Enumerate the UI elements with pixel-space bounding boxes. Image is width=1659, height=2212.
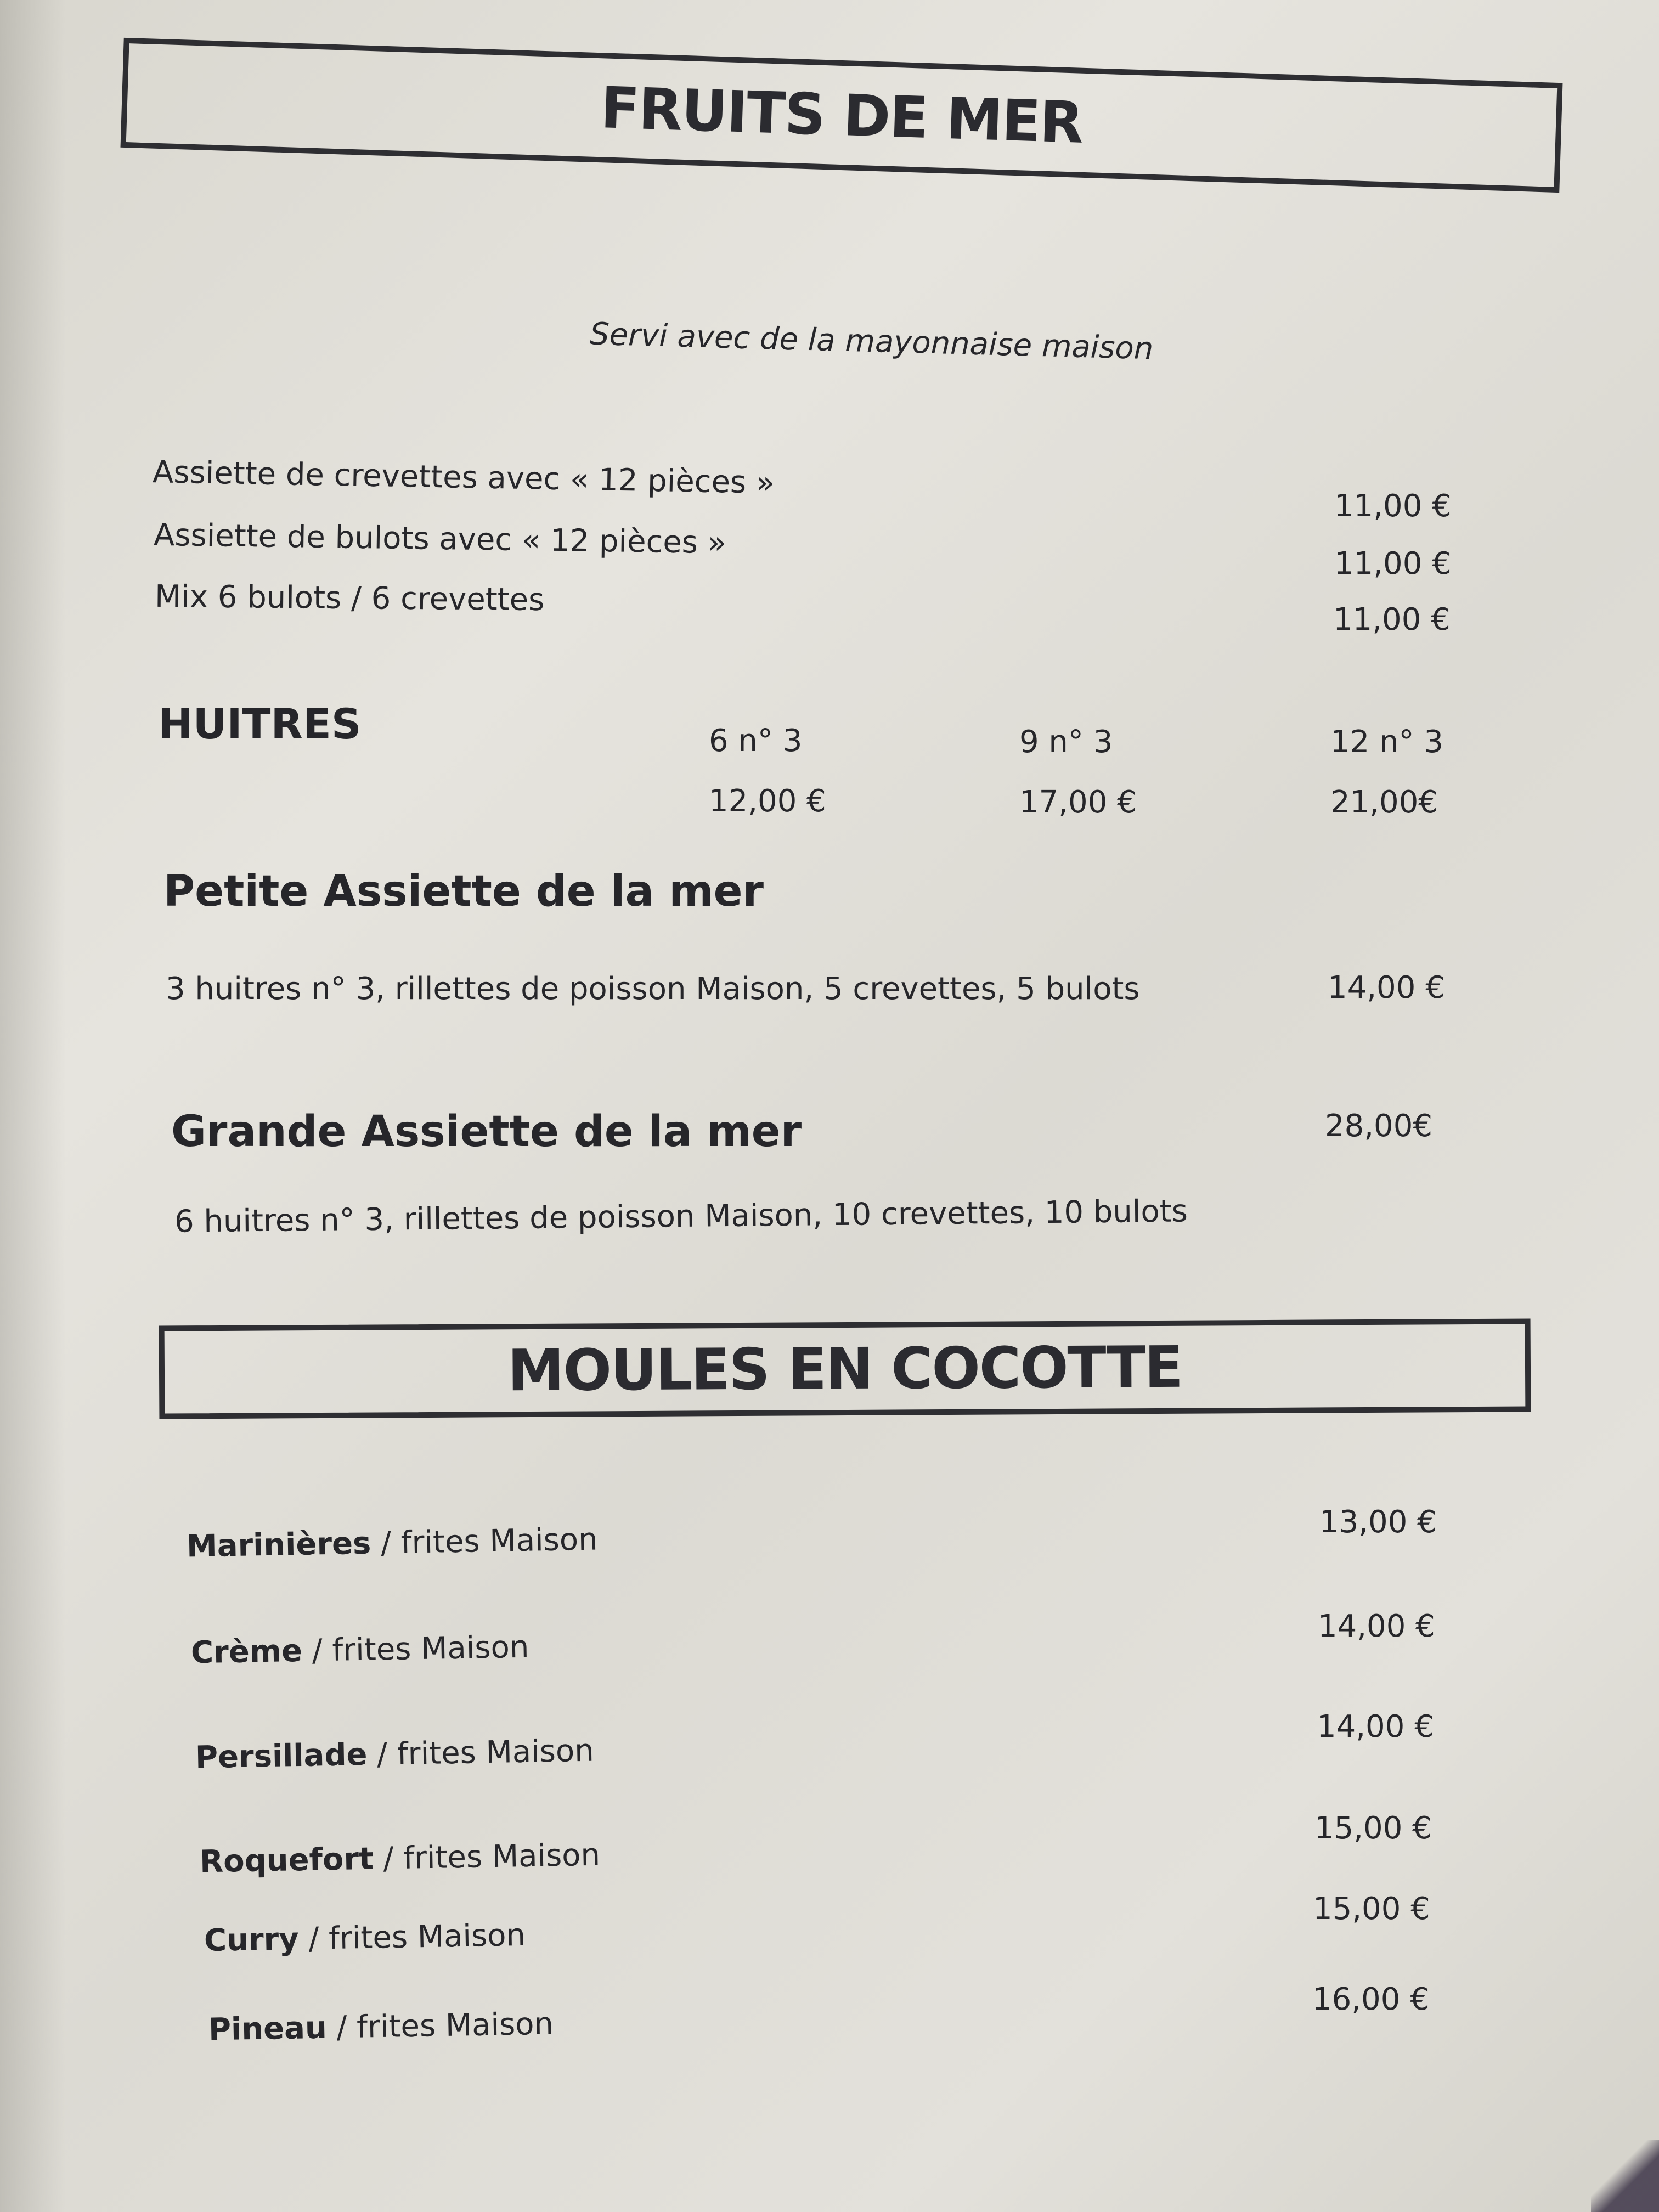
page-shadow	[0, 0, 66, 2212]
moules-item-creme	[190, 1629, 529, 1671]
price-mix: 11,00 €	[1333, 602, 1451, 637]
moules-item-roquefort	[199, 1837, 600, 1880]
petite-assiette-price: 14,00 €	[1328, 970, 1445, 1006]
menu-item-bulots: Assiette de bulots avec « 12 pièces »	[153, 517, 727, 561]
grande-assiette-description: 6 huitres n° 3, rillettes de poisson Maison, 10 crevettes, 10 bulots	[174, 1193, 1188, 1240]
moules-name: Persillade	[195, 1736, 368, 1776]
fruits-de-mer-title: FRUITS DE MER	[600, 74, 1084, 156]
moules-name: Marinières	[186, 1525, 371, 1565]
price-crevettes: 11,00 €	[1334, 488, 1452, 524]
huitres-size-12: 12 n° 3	[1330, 724, 1443, 760]
moules-item-curry	[204, 1917, 526, 1959]
moules-price-curry: 15,00 €	[1313, 1891, 1430, 1927]
moules-name: Curry	[204, 1921, 300, 1959]
fruits-de-mer-banner	[121, 38, 1563, 193]
moules-item-persillade	[195, 1733, 594, 1776]
menu-item-crevettes: Assiette de crevettes avec « 12 pièces »	[152, 454, 775, 501]
huitres-size-6: 6 n° 3	[709, 723, 803, 759]
moules-side: / frites Maison	[298, 1917, 526, 1957]
menu-item-mix: Mix 6 bulots / 6 crevettes	[154, 578, 545, 618]
moules-item-pineau	[208, 2006, 554, 2048]
moules-price-pineau: 16,00 €	[1312, 1982, 1430, 2017]
moules-price-creme: 14,00 €	[1318, 1609, 1435, 1644]
moules-name: Crème	[190, 1633, 303, 1671]
background-corner	[1591, 2140, 1659, 2212]
huitres-size-9: 9 n° 3	[1019, 724, 1113, 760]
huitres-price-12: 21,00€	[1330, 785, 1438, 820]
petite-assiette-heading: Petite Assiette de la mer	[163, 867, 764, 916]
moules-side: / frites Maison	[302, 1629, 529, 1669]
moules-side: / frites Maison	[373, 1837, 601, 1877]
moules-price-marinieres: 13,00 €	[1319, 1504, 1437, 1540]
moules-side: / frites Maison	[366, 1733, 595, 1773]
mayonnaise-subtitle: Servi avec de la mayonnaise maison	[589, 316, 1154, 367]
petite-assiette-description: 3 huitres n° 3, rillettes de poisson Maison, 5 crevettes, 5 bulots	[166, 971, 1140, 1007]
moules-name: Pineau	[208, 2010, 328, 2048]
moules-price-roquefort: 15,00 €	[1314, 1810, 1432, 1846]
grande-assiette-price: 28,00€	[1325, 1108, 1432, 1144]
moules-side: / frites Maison	[370, 1521, 599, 1561]
moules-side: / frites Maison	[326, 2006, 554, 2046]
moules-banner	[159, 1318, 1531, 1419]
moules-item-marinieres	[186, 1521, 598, 1564]
moules-title: MOULES EN COCOTTE	[507, 1333, 1183, 1404]
moules-price-persillade: 14,00 €	[1317, 1709, 1434, 1745]
price-bulots: 11,00 €	[1334, 546, 1452, 582]
grande-assiette-heading: Grande Assiette de la mer	[171, 1107, 802, 1156]
huitres-heading: HUITRES	[158, 699, 362, 748]
moules-name: Roquefort	[199, 1841, 374, 1880]
huitres-price-9: 17,00 €	[1019, 785, 1137, 820]
huitres-price-6: 12,00 €	[709, 783, 826, 819]
